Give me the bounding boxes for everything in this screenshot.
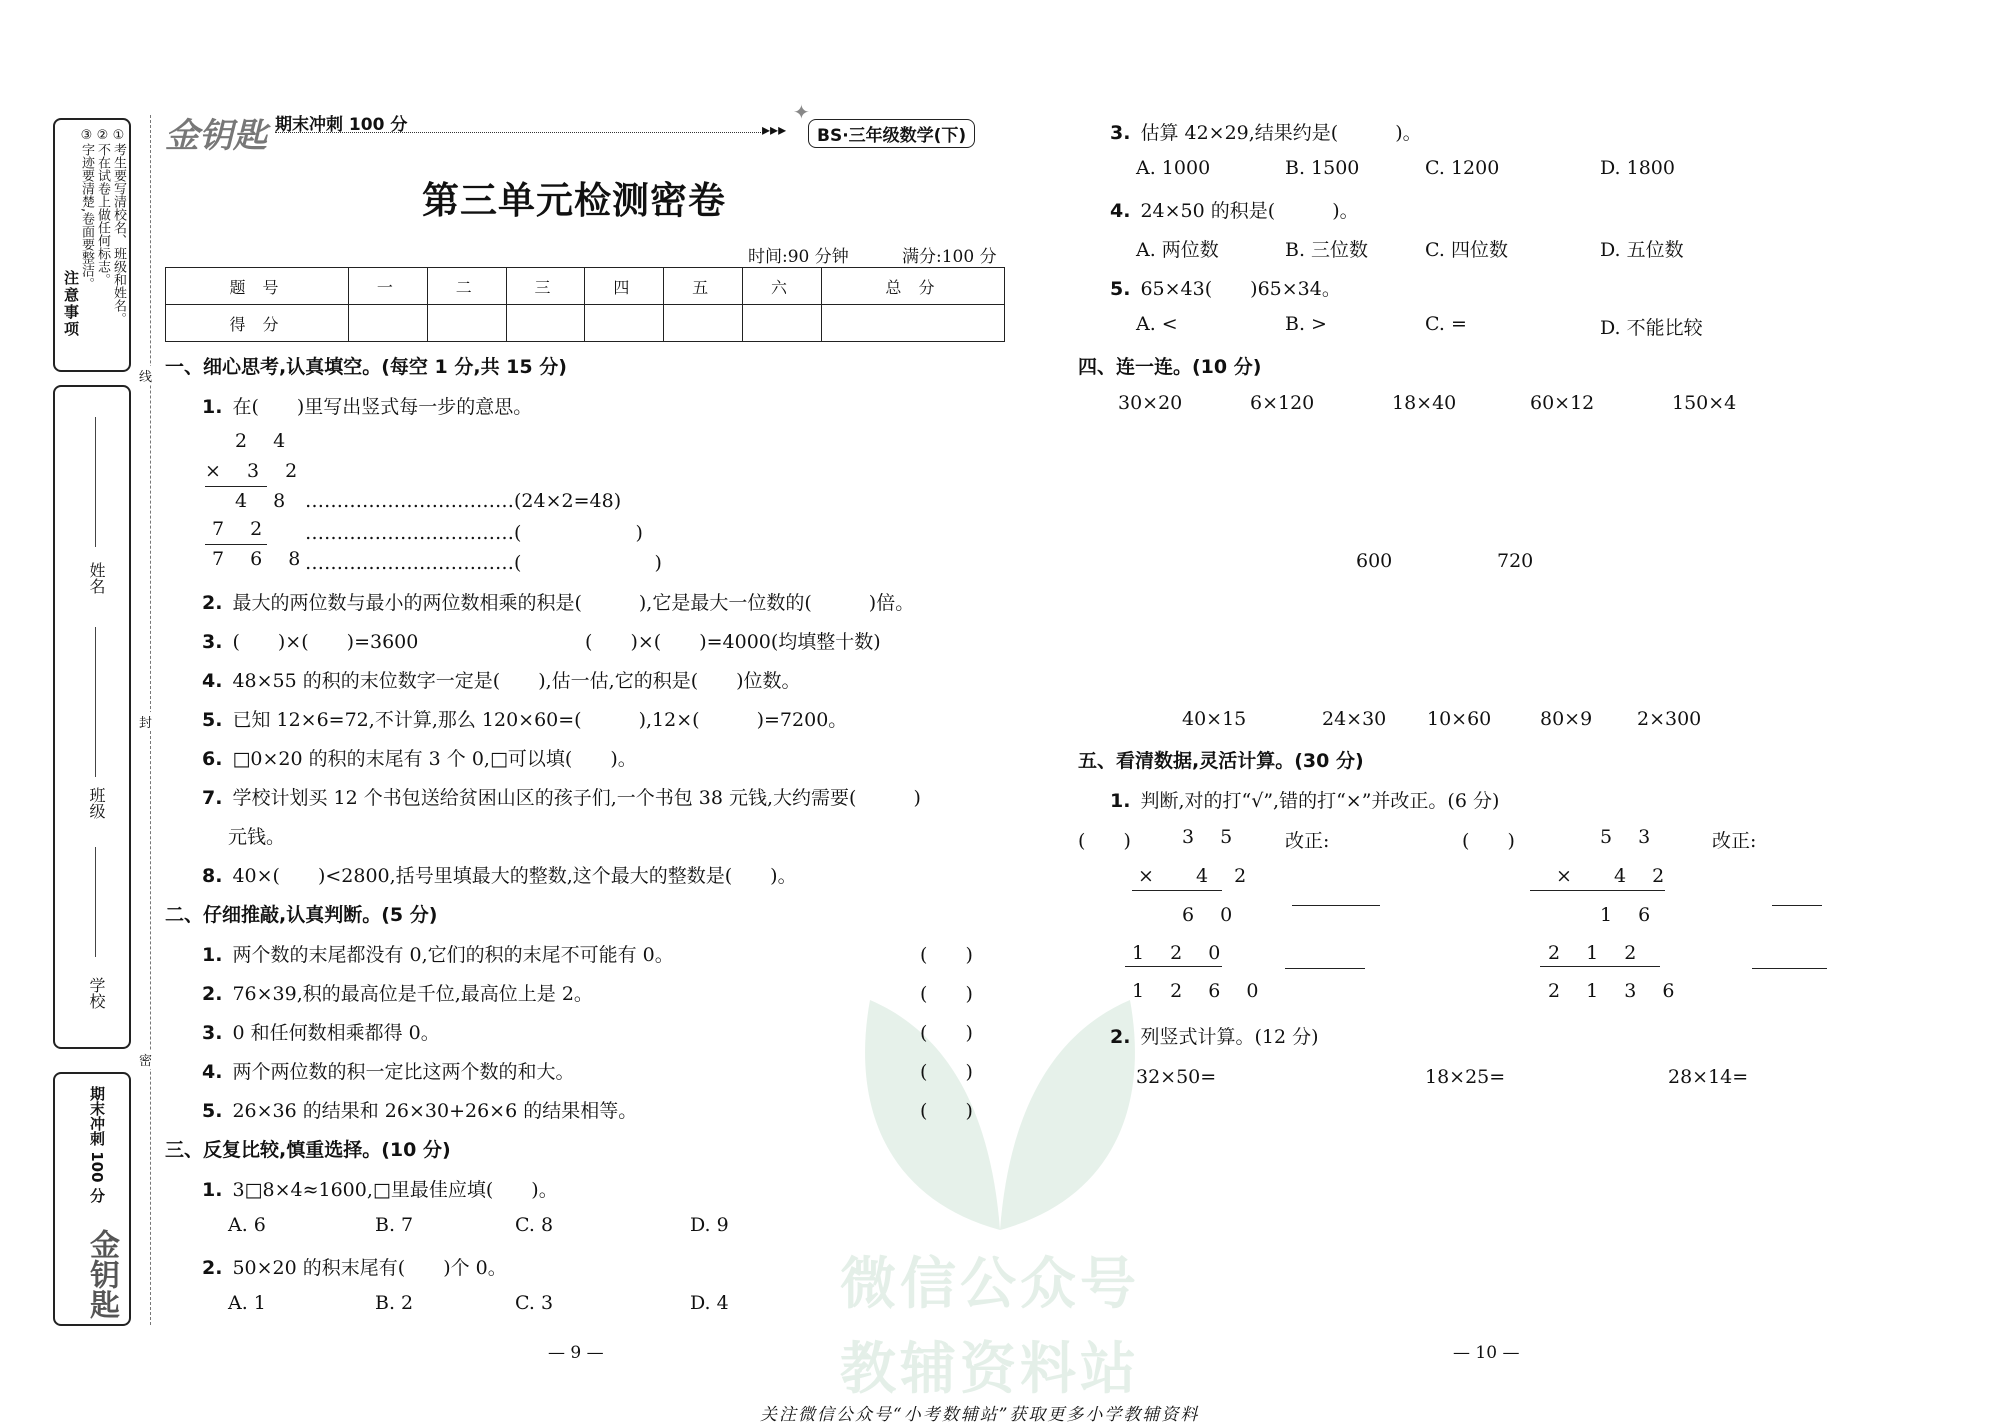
vertical-a: 2 4	[235, 430, 296, 452]
match-bottom-item[interactable]: 10×60	[1427, 708, 1492, 730]
score-cell[interactable]	[585, 305, 664, 342]
calc-a-rule2	[1125, 966, 1222, 967]
watermark-line1: 微信公众号	[840, 1252, 1140, 1317]
student-info-box	[53, 385, 131, 1049]
match-top-item[interactable]: 18×40	[1392, 392, 1457, 414]
s2-item: 5. 26×36 的结果和 26×30+26×6 的结果相等。	[202, 1100, 638, 1122]
s3-q5-opt-c: C. =	[1425, 313, 1467, 335]
note-3: ③字迹要清楚,卷面要整洁。	[79, 128, 94, 291]
exam-time: 时间:90 分钟	[748, 247, 849, 267]
s1-q8: 8. 40×( )<2800,括号里填最大的整数,这个最大的整数是( )。	[202, 865, 797, 887]
match-bottom-item[interactable]: 80×9	[1540, 708, 1593, 730]
fix-work-a[interactable]	[1300, 850, 1357, 958]
s1-q3: 3. ( )×( )=3600	[202, 631, 419, 653]
note-2: ②不在试卷上做任何标志。	[95, 128, 110, 286]
s3-q4-opt-a: A. 两位数	[1136, 239, 1219, 261]
fix-work-b[interactable]	[1730, 850, 1787, 958]
calc-a-line3: 6 0	[1182, 904, 1243, 926]
match-top-item[interactable]: 6×120	[1250, 392, 1315, 414]
judge-paren[interactable]: ( )	[920, 944, 973, 966]
notes-label: 注意事项	[62, 270, 80, 338]
s3-q4: 4. 24×50 的积是( )。	[1110, 200, 1359, 222]
header-arrows: ▸▸▸	[762, 120, 787, 139]
judge-paren[interactable]: ( )	[920, 1022, 973, 1044]
s3-q1-opt-b: B. 7	[375, 1214, 414, 1236]
fix-label-a: 改正:	[1285, 830, 1330, 852]
match-top-item[interactable]: 60×12	[1530, 392, 1595, 414]
score-cell[interactable]	[743, 305, 822, 342]
match-top-item[interactable]: 150×4	[1672, 392, 1737, 414]
score-head: 一	[349, 268, 428, 305]
brand-series: 期末冲刺 100 分	[88, 1086, 106, 1203]
score-head: 四	[585, 268, 664, 305]
calc-b-line3: 1 6	[1600, 904, 1661, 926]
s3-q5: 5. 65×43( )65×34。	[1110, 278, 1341, 300]
s1-q5: 5. 已知 12×6=72,不计算,那么 120×60=( ),12×( )=7200。	[202, 709, 848, 731]
s3-q4-opt-d: D. 五位数	[1600, 239, 1684, 261]
vertical-r1: ……………………………(24×2=48)	[305, 490, 622, 512]
calc-b-line2: × 4 2	[1556, 865, 1675, 887]
s3-q5-opt-d: D. 不能比较	[1600, 317, 1703, 339]
vertical-r2: ……………………………( )	[305, 522, 643, 544]
match-top-item[interactable]: 30×20	[1118, 392, 1183, 414]
page-number-right: — 10 —	[1453, 1343, 1520, 1363]
s1-q6: 6. □0×20 的积的末尾有 3 个 0,□可以填( )。	[202, 748, 637, 770]
s3-q2-opt-a: A. 1	[228, 1292, 266, 1314]
s3-q1: 1. 3□8×4≈1600,□里最佳应填( )。	[202, 1179, 558, 1201]
vertical-r3: ……………………………( )	[305, 552, 662, 574]
score-cell[interactable]	[427, 305, 506, 342]
class-label: 班级	[87, 787, 106, 819]
judge-paren[interactable]: ( )	[920, 983, 973, 1005]
calc-a-rule1	[1132, 890, 1222, 891]
s3-q3-opt-c: C. 1200	[1425, 157, 1500, 179]
vertical-b: × 3 2	[205, 460, 308, 482]
judge-paren-a[interactable]: ( )	[1078, 830, 1131, 852]
match-bottom-item[interactable]: 40×15	[1182, 708, 1247, 730]
s3-q3-opt-b: B. 1500	[1285, 157, 1360, 179]
s3-q5-opt-b: B. >	[1285, 313, 1327, 335]
s3-q1-opt-d: D. 9	[690, 1214, 729, 1236]
score-label: 得 分	[166, 305, 349, 342]
cut-mark-3: 密	[139, 1050, 152, 1069]
expr-1: 32×50=	[1136, 1066, 1217, 1088]
calc-a-line1: 3 5	[1182, 826, 1243, 848]
vertical-e: 7 6 8	[212, 548, 311, 570]
match-bottom-item[interactable]: 2×300	[1637, 708, 1702, 730]
s1-q7-cont: 元钱。	[228, 826, 286, 848]
page-title: 第三单元检测密卷	[422, 178, 726, 222]
score-head: 五	[664, 268, 743, 305]
page-number-left: — 9 —	[548, 1343, 604, 1363]
vertical-c: 4 8	[235, 490, 296, 512]
s5-q2: 2. 列竖式计算。(12 分)	[1110, 1026, 1319, 1048]
brand-box	[53, 1072, 131, 1326]
s3-q3: 3. 估算 42×29,结果约是( )。	[1110, 122, 1422, 144]
fix-b-rule1	[1772, 905, 1822, 906]
calc-a-line5: 1 2 6 0	[1132, 980, 1269, 1002]
s2-item: 1. 两个数的末尾都没有 0,它们的积的末尾不可能有 0。	[202, 944, 674, 966]
exam-full-score: 满分:100 分	[902, 247, 997, 267]
watermark-line2: 教辅资料站	[840, 1337, 1140, 1402]
s1-q2: 2. 最大的两位数与最小的两位数相乘的积是( ),它是最大一位数的( )倍。	[202, 592, 915, 614]
calc-b-line5: 2 1 3 6	[1548, 980, 1685, 1002]
cut-mark-2: 封	[139, 712, 152, 731]
score-cell[interactable]	[664, 305, 743, 342]
judge-paren[interactable]: ( )	[920, 1100, 973, 1122]
section5-heading: 五、看清数据,灵活计算。(30 分)	[1078, 750, 1364, 772]
score-head: 三	[506, 268, 585, 305]
s3-q2: 2. 50×20 的积末尾有( )个 0。	[202, 1257, 507, 1279]
fix-b-rule2	[1752, 968, 1827, 969]
score-head: 总 分	[821, 268, 1004, 305]
s1-q3b: ( )×( )=4000(均填整十数)	[585, 631, 881, 653]
vertical-d: 7 2	[212, 518, 273, 540]
s1-q7: 7. 学校计划买 12 个书包送给贫困山区的孩子们,一个书包 38 元钱,大约需要( )	[202, 787, 921, 809]
header-rule	[275, 132, 765, 133]
expr-2: 18×25=	[1425, 1066, 1506, 1088]
score-table	[165, 267, 1005, 342]
s1-q1: 1. 在( )里写出竖式每一步的意思。	[202, 396, 533, 418]
calc-a-line2: × 4 2	[1138, 865, 1257, 887]
s3-q3-opt-a: A. 1000	[1136, 157, 1211, 179]
calc-b-rule1	[1530, 890, 1665, 891]
s3-q1-opt-c: C. 8	[515, 1214, 554, 1236]
s3-q2-opt-c: C. 3	[515, 1292, 554, 1314]
s3-q4-opt-b: B. 三位数	[1285, 239, 1369, 261]
s3-q2-opt-d: D. 4	[690, 1292, 729, 1314]
fix-a-rule1	[1292, 905, 1380, 906]
score-cell[interactable]	[506, 305, 585, 342]
header-sparkle-icon: ✦	[793, 100, 810, 124]
note-1: ①考生要写清校名、班级和姓名。	[111, 128, 126, 325]
header-brand-logo: 金钥匙	[165, 116, 267, 156]
s3-q3-opt-d: D. 1800	[1600, 157, 1675, 179]
section1-heading: 一、细心思考,认真填空。(每空 1 分,共 15 分)	[165, 356, 567, 378]
s2-item: 4. 两个两位数的积一定比这两个数的和大。	[202, 1061, 575, 1083]
s3-q2-opt-b: B. 2	[375, 1292, 414, 1314]
school-label: 学校	[87, 977, 106, 1009]
judge-paren[interactable]: ( )	[920, 1061, 973, 1083]
calc-a-line4: 1 2 0	[1132, 942, 1231, 964]
s2-item: 3. 0 和任何数相乘都得 0。	[202, 1022, 440, 1044]
cut-mark-1: 线	[139, 366, 152, 385]
match-mid-item[interactable]: 600	[1356, 550, 1393, 572]
s5-q1: 1. 判断,对的打“√”,错的打“×”并改正。(6 分)	[1110, 790, 1500, 812]
header-series: 期末冲刺 100 分	[275, 115, 408, 135]
s3-q5-opt-a: A. <	[1136, 313, 1178, 335]
section4-heading: 四、连一连。(10 分)	[1078, 356, 1262, 378]
fix-label-b: 改正:	[1712, 830, 1757, 852]
vertical-rule-1	[205, 486, 267, 487]
calc-b-line4: 2 1 2	[1548, 942, 1647, 964]
grade-tag: BS·三年级数学(下)	[808, 119, 975, 148]
section3-heading: 三、反复比较,慎重选择。(10 分)	[165, 1139, 451, 1161]
notes-box	[53, 118, 131, 372]
calc-b-line1: 5 3	[1600, 826, 1661, 848]
watermark-leaf-icon	[830, 960, 1170, 1240]
name-label: 姓名	[87, 562, 106, 594]
match-bottom-item[interactable]: 24×30	[1322, 708, 1387, 730]
s3-q1-opt-a: A. 6	[228, 1214, 266, 1236]
s1-q4: 4. 48×55 的积的末位数字一定是( ),估一估,它的积是( )位数。	[202, 670, 801, 692]
brand-logo: 金钥匙	[84, 1229, 119, 1319]
s2-item: 2. 76×39,积的最高位是千位,最高位上是 2。	[202, 983, 593, 1005]
calc-b-rule2	[1540, 966, 1660, 967]
score-cell[interactable]	[821, 305, 1004, 342]
vertical-rule-2	[205, 544, 267, 545]
s3-q4-opt-c: C. 四位数	[1425, 239, 1508, 261]
fix-a-rule2	[1285, 968, 1365, 969]
judge-paren-b[interactable]: ( )	[1462, 830, 1515, 852]
expr-3: 28×14=	[1668, 1066, 1749, 1088]
score-cell[interactable]	[349, 305, 428, 342]
section2-heading: 二、仔细推敲,认真判断。(5 分)	[165, 904, 438, 926]
score-head: 二	[427, 268, 506, 305]
footer-note: 关注微信公众号“小考数辅站”获取更多小学教辅资料	[760, 1405, 1200, 1425]
score-head: 六	[743, 268, 822, 305]
match-mid-item[interactable]: 720	[1497, 550, 1534, 572]
score-head: 题 号	[166, 268, 349, 305]
